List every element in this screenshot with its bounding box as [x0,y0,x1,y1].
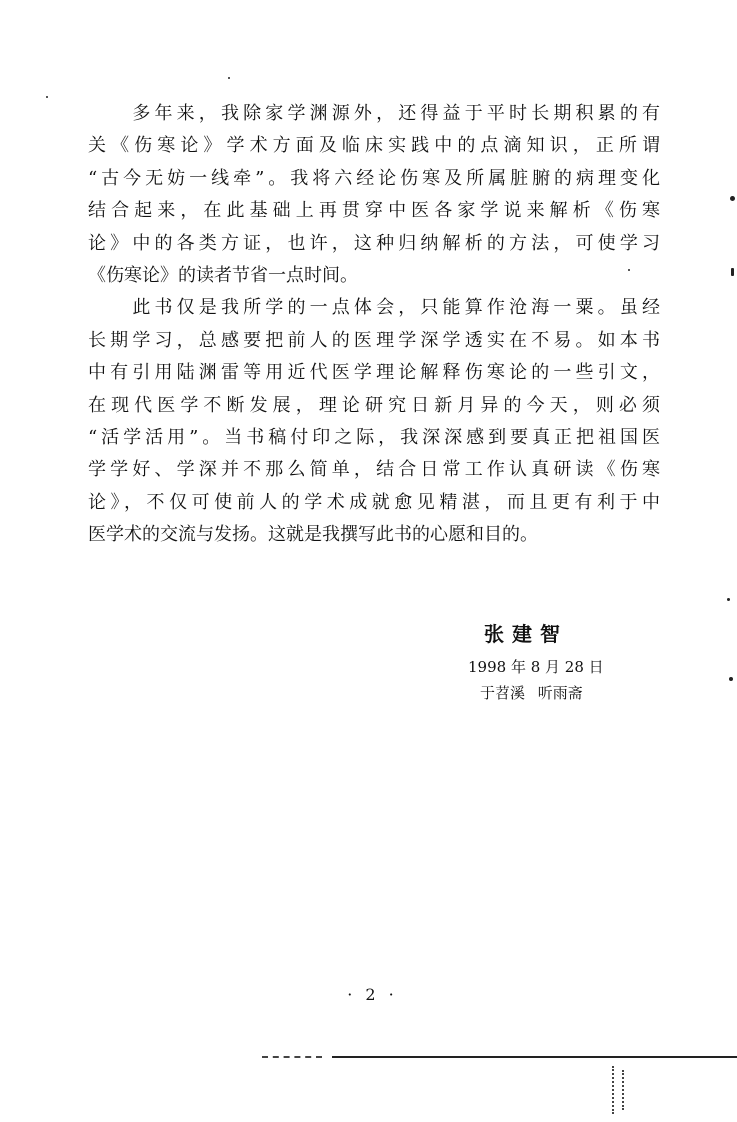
text-line: 长期学习，总感要把前人的医理学深学透实在不易。如本书 [88,329,660,351]
signature-block [468,620,678,706]
scan-speck [731,268,734,276]
page-number: · 2 · [347,985,398,1004]
scan-speck [228,77,230,79]
text-line: 学学好、学深并不那么简单，结合日常工作认真研读《伤寒 [88,459,660,481]
text-line: 此书仅是我所学的一点体会，只能算作沧海一粟。虽经 [88,297,660,319]
scan-speck [46,96,48,98]
text-line: “古今无妨一线牵”。我将六经论伤寒及所属脏腑的病理变化 [88,167,660,189]
scan-speck [727,598,730,601]
scan-edge-line [332,1056,737,1058]
author-name: 张建智 [484,622,568,646]
text-line: 结合起来，在此基础上再贯穿中医各家学说来解析《伤寒 [88,200,660,222]
text-line: 在现代医学不断发展，理论研究日新月异的今天，则必须 [88,394,660,416]
text-line: 多年来，我除家学渊源外，还得益于平时长期积累的有 [88,103,660,124]
scan-edge-dots [622,1070,624,1110]
scan-speck [729,677,733,681]
text-line: “活学活用”。当书稿付印之际，我深深感到要真正把祖国医 [88,426,660,448]
text-line: 医学术的交流与发扬。这就是我撰写此书的心愿和目的。 [88,524,538,546]
signature-date: 1998 年 8 月 28 日 [468,658,604,676]
text-line: 论》中的各类方证，也许，这种归纳解析的方法，可使学习 [88,232,660,254]
text-line: 《伤寒论》的读者节省一点时间。 [88,264,358,286]
scan-edge-dots [612,1066,614,1114]
scan-edge-dash [262,1056,322,1058]
signature-place: 于苕溪 听雨斋 [480,684,583,702]
body-text [88,98,660,551]
text-line: 中有引用陆渊雷等用近代医学理论解释伤寒论的一些引文， [88,362,660,384]
scan-speck [628,269,630,271]
text-line: 论》，不仅可使前人的学术成就愈见精湛，而且更有利于中 [88,491,660,513]
scan-speck [730,196,735,201]
text-line: 关《伤寒论》学术方面及临床实践中的点滴知识，正所谓 [88,135,660,157]
